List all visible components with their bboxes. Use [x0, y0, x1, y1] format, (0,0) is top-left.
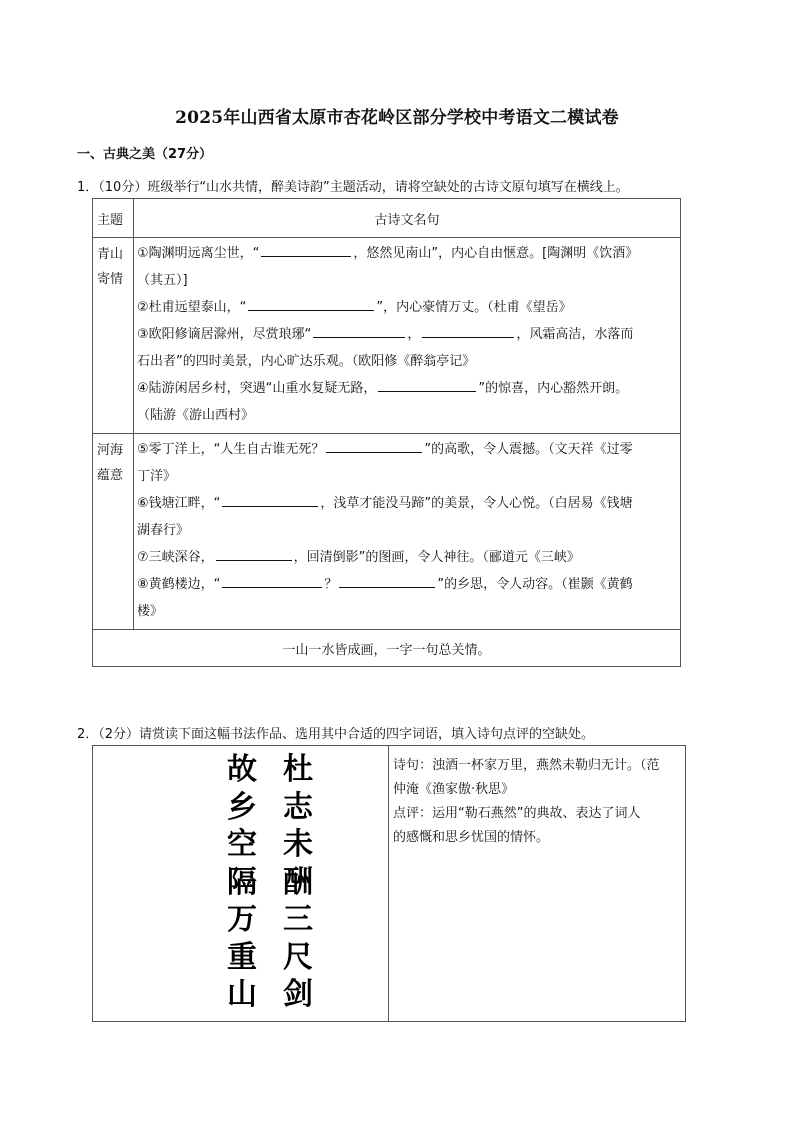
header-lines: 古诗文名句	[134, 199, 681, 238]
item-text: ⑧黄鹤楼边，“	[137, 577, 221, 592]
item-text: 石出者”的四时美景，内心旷达乐观。（欧阳修《醉翁亭记》	[137, 354, 476, 369]
table-row	[93, 238, 681, 434]
calligraphy-char: 万	[227, 902, 257, 937]
item-text: ，悠然见南山”，内心自由惬意。[陶渊明《饮酒》	[353, 246, 639, 261]
item-text: 楼》	[137, 604, 164, 619]
calligraphy-char: 志	[283, 789, 313, 825]
table-row	[93, 746, 686, 1022]
comment-line: 的感慨和思乡忧国的情怀。	[393, 830, 550, 845]
item-text: ④陆游闲居乡村，突遇“山重水复疑无路，	[137, 381, 377, 396]
theme-text: 寄情	[97, 272, 124, 287]
question-2-table	[92, 745, 686, 1022]
item-text: ⑥钱塘江畔，“	[137, 496, 221, 511]
item-text: ”的乡思，令人动容。（崔颢《黄鹤	[437, 577, 633, 592]
item-text: ”的高歌，令人震撼。（文天祥《过零	[424, 442, 633, 457]
list-item	[137, 571, 680, 598]
theme-text: 蕴意	[97, 468, 124, 483]
item-text: 湖春行》	[137, 523, 190, 538]
item-text: ③欧阳修谪居滁州，尽赏琅琊“	[137, 327, 312, 342]
calligraphy-char: 山	[227, 977, 257, 1012]
calligraphy-char: 乡	[227, 789, 257, 825]
item-text: ？	[324, 577, 338, 592]
item-text: ，浅草才能没马蹄”的美景，令人心悦。（白居易《钱塘	[320, 496, 633, 511]
answer-blank[interactable]	[222, 573, 322, 588]
item-text: ，	[407, 327, 421, 342]
question-1-table	[92, 198, 681, 667]
item-text: ”的惊喜，内心豁然开朗。	[478, 381, 629, 396]
section-heading: 一、古典之美（27分）	[77, 147, 213, 162]
table-header-row	[93, 199, 681, 238]
calligraphy-char: 杜	[283, 752, 313, 787]
calligraphy-image	[94, 747, 387, 1020]
question-1-stem: 1．（10分）班级举行“山水共情，醉美诗韵”主题活动，请将空缺处的古诗文原句填写在横线上。	[77, 180, 629, 195]
answer-blank[interactable]	[378, 377, 476, 392]
item-text: 丁洋》	[137, 469, 177, 484]
calligraphy-char: 尺	[283, 939, 313, 975]
answer-blank[interactable]	[422, 323, 514, 338]
item-text: （其五）]	[137, 273, 188, 288]
list-item	[137, 321, 680, 348]
header-theme: 主题	[93, 199, 134, 238]
page-title: 2025年山西省太原市杏花岭区部分学校中考语文二模试卷	[175, 108, 619, 128]
item-text: ”，内心豪情万丈。（杜甫《望岳》	[376, 300, 572, 315]
poem-line: 诗句：浊酒一杯家万里，燕然未勒归无计。（范	[393, 758, 660, 773]
poem-line: 仲淹《渔家傲·秋思》	[393, 782, 515, 797]
calligraphy-char: 空	[227, 827, 257, 862]
lines-cell	[134, 238, 681, 434]
calligraphy-char: 剑	[283, 977, 313, 1012]
item-text: ，风霜高洁，水落而	[516, 327, 634, 342]
calligraphy-char: 未	[283, 827, 313, 862]
calligraphy-char: 酬	[283, 864, 313, 900]
item-text: ⑦三峡深谷，	[137, 550, 214, 565]
table-footer-row	[93, 630, 681, 667]
list-item	[137, 490, 680, 517]
item-text: （陆游《游山西村》	[137, 408, 255, 423]
list-item	[137, 240, 680, 267]
list-item	[137, 436, 680, 463]
theme-text: 河海	[97, 443, 124, 458]
answer-blank[interactable]	[326, 438, 422, 453]
list-item	[137, 294, 680, 321]
answer-blank[interactable]	[261, 242, 351, 257]
table-row	[93, 434, 681, 630]
calligraphy-char: 重	[227, 939, 257, 975]
calligraphy-char: 三	[283, 902, 313, 937]
comment-cell	[389, 746, 686, 1022]
answer-blank[interactable]	[222, 492, 318, 507]
footer-text: 一山一水皆成画，一字一句总关情。	[93, 630, 681, 667]
calligraphy-right-column	[278, 751, 318, 1014]
item-text: ⑤零丁洋上，“人生自古谁无死？	[137, 442, 325, 457]
theme-cell	[93, 434, 134, 630]
item-text: ①陶渊明远离尘世，“	[137, 246, 260, 261]
calligraphy-left-column	[222, 751, 262, 1014]
answer-blank[interactable]	[216, 546, 292, 561]
list-item	[137, 544, 680, 571]
theme-text: 青山	[97, 247, 124, 262]
list-item	[137, 375, 680, 402]
question-2-stem: 2．（2分）请赏读下面这幅书法作品、选用其中合适的四字词语，填入诗句点评的空缺处。	[77, 727, 595, 742]
comment-line: 点评：运用“勒石燕然”的典故、表达了词人	[393, 806, 641, 821]
calligraphy-char: 故	[227, 752, 257, 787]
calligraphy-char: 隔	[227, 864, 257, 900]
item-text: ②杜甫远望泰山，“	[137, 300, 247, 315]
calligraphy-cell	[93, 746, 389, 1022]
answer-blank[interactable]	[313, 323, 405, 338]
answer-blank[interactable]	[248, 296, 374, 311]
lines-cell	[134, 434, 681, 630]
answer-blank[interactable]	[339, 573, 435, 588]
theme-cell	[93, 238, 134, 434]
item-text: ，回清倒影”的图画，令人神往。（郦道元《三峡》	[293, 550, 580, 565]
